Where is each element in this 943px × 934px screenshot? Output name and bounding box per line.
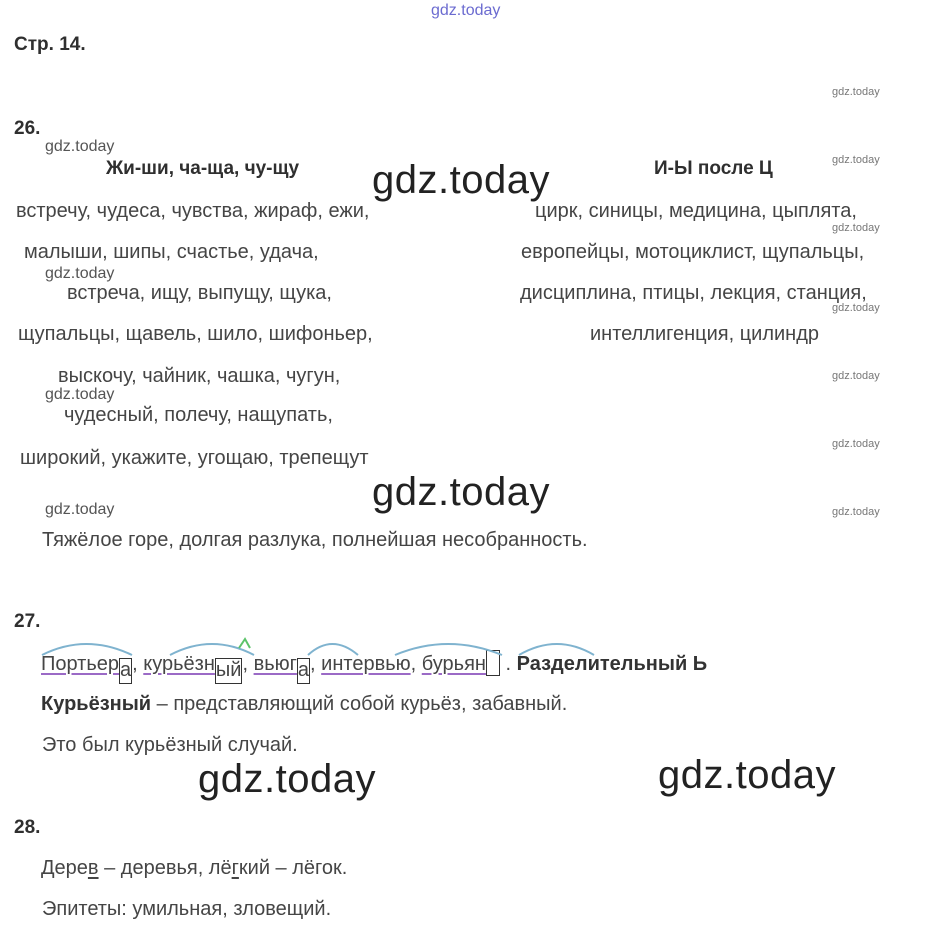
definition-line: Курьёзный – представляющий собой курьёз, забавный. — [41, 693, 568, 715]
watermark-small: gdz.today — [832, 370, 880, 382]
left-line-1: встречу, чудеса, чувства, жираф, ежи, — [16, 200, 370, 222]
watermark-small: gdz.today — [832, 302, 880, 314]
word-interviu: интервью — [321, 653, 411, 675]
watermark-small: gdz.today — [832, 506, 880, 518]
watermark-top: gdz.today — [431, 2, 501, 19]
right-line-2: европейцы, мотоциклист, щупальцы, — [521, 241, 865, 263]
watermark-big: gdz.today — [372, 470, 550, 514]
ending-box — [486, 650, 500, 676]
left-line-7: широкий, укажите, угощаю, трепещут — [20, 447, 369, 469]
exercise-27-number: 27. — [14, 611, 41, 632]
column-header-left: Жи-ши, ча-ща, чу-щу — [106, 158, 300, 179]
ex28-line-1: Дерев – деревья, лёгкий – лёгок. — [41, 857, 348, 879]
watermark-mid: gdz.today — [45, 265, 115, 282]
left-line-5: выскочу, чайник, чашка, чугун, — [58, 365, 341, 387]
left-line-3: встреча, ищу, выпущу, щука, — [67, 282, 332, 304]
watermark-small: gdz.today — [832, 438, 880, 450]
ex28-line-2: Эпитеты: умильная, зловещий. — [42, 898, 332, 920]
ending-box: ый — [215, 658, 243, 684]
morpheme-line: Портьера, курьёзный, вьюга, интервью, бурьян . Разделительный Ь — [41, 650, 707, 684]
rule-label: Разделительный Ь — [516, 653, 708, 675]
right-line-3: дисциплина, птицы, лекция, станция, — [520, 282, 867, 304]
word-burian: бурьян — [422, 650, 500, 676]
word-viuga: вьюга — [254, 653, 310, 684]
ending-box: а — [297, 658, 310, 684]
exercise-28-number: 28. — [14, 817, 41, 838]
word-kurioznyi: курьёзный — [143, 653, 242, 684]
stress-mark — [239, 639, 250, 648]
term: Курьёзный — [41, 693, 152, 715]
exercise-26-number: 26. — [14, 118, 41, 139]
watermark-mid: gdz.today — [45, 386, 115, 403]
watermark-small: gdz.today — [832, 222, 880, 234]
watermark-mid: gdz.today — [45, 501, 115, 518]
page-label: Стр. 14. — [14, 34, 86, 55]
column-header-right: И-Ы после Ц — [654, 158, 773, 179]
left-line-2: малыши, шипы, счастье, удача, — [24, 241, 319, 263]
left-line-6: чудесный, полечу, нащупать, — [64, 404, 333, 426]
ending-box: а — [119, 658, 132, 684]
watermark-small: gdz.today — [832, 154, 880, 166]
sentence: Тяжёлое горе, долгая разлука, полнейшая несобранность. — [42, 529, 588, 551]
example-line: Это был курьёзный случай. — [42, 734, 298, 756]
watermark-big: gdz.today — [198, 757, 376, 801]
watermark-big: gdz.today — [658, 753, 836, 797]
right-line-1: цирк, синицы, медицина, цыплята, — [535, 200, 857, 222]
right-line-4: интеллигенция, цилиндр — [590, 323, 820, 345]
left-line-4: щупальцы, щавель, шило, шифоньер, — [18, 323, 373, 345]
watermark-big: gdz.today — [372, 158, 550, 202]
watermark-mid: gdz.today — [45, 138, 115, 155]
watermark-small: gdz.today — [832, 86, 880, 98]
word-portiera: Портьера — [41, 653, 132, 684]
